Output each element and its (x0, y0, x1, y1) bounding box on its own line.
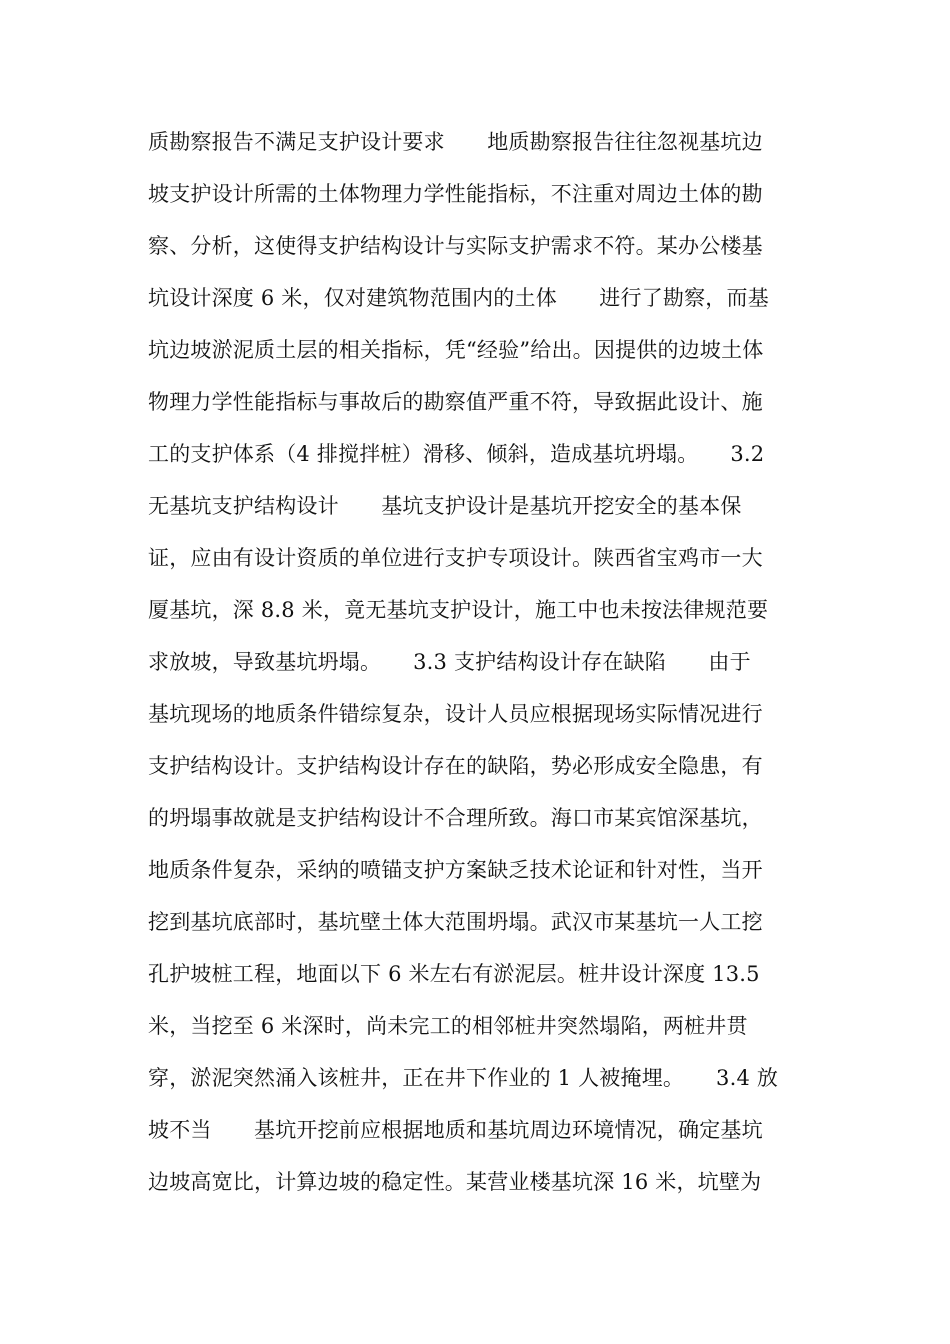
text-line: 穿，淤泥突然涌入该桩井，正在井下作业的 1 人被掩埋。 3.4 放 (148, 1066, 779, 1090)
text-line: 厦基坑，深 8.8 米，竟无基坑支护设计，施工中也未按法律规范要 (148, 598, 769, 622)
text-line: 质勘察报告不满足支护设计要求 地质勘察报告往往忽视基坑边 (148, 130, 763, 154)
text-line: 边坡高宽比，计算边坡的稳定性。某营业楼基坑深 16 米，坑壁为 (148, 1170, 762, 1194)
text-line: 坑边坡淤泥质土层的相关指标，凭“经验”给出。因提供的边坡土体 (148, 338, 764, 362)
text-line: 无基坑支护结构设计 基坑支护设计是基坑开挖安全的基本保 (148, 494, 742, 518)
text-line: 坡不当 基坑开挖前应根据地质和基坑周边环境情况，确定基坑 (148, 1118, 763, 1142)
text-line: 坡支护设计所需的土体物理力学性能指标，不注重对周边土体的勘 (148, 182, 763, 206)
text-line: 支护结构设计。支护结构设计存在的缺陷，势必形成安全隐患，有 (148, 754, 763, 778)
text-line: 米，当挖至 6 米深时，尚未完工的相邻桩井突然塌陷，两桩井贯 (148, 1014, 748, 1038)
text-line: 地质条件复杂，采纳的喷锚支护方案缺乏技术论证和针对性，当开 (148, 858, 763, 882)
text-line: 证，应由有设计资质的单位进行支护专项设计。陕西省宝鸡市一大 (148, 546, 763, 570)
text-line: 物理力学性能指标与事故后的勘察值严重不符，导致据此设计、施 (148, 390, 763, 414)
text-line: 求放坡，导致基坑坍塌。 3.3 支护结构设计存在缺陷 由于 (148, 650, 751, 674)
text-line: 工的支护体系（4 排搅拌桩）滑移、倾斜，造成基坑坍塌。 3.2 (148, 442, 765, 466)
text-line: 的坍塌事故就是支护结构设计不合理所致。海口市某宾馆深基坑， (148, 806, 763, 830)
text-line: 坑设计深度 6 米，仅对建筑物范围内的土体 进行了勘察，而基 (148, 286, 769, 310)
text-line: 察、分析，这使得支护结构设计与实际支护需求不符。某办公楼基 (148, 234, 763, 258)
text-line: 基坑现场的地质条件错综复杂，设计人员应根据现场实际情况进行 (148, 702, 763, 726)
text-line: 孔护坡桩工程，地面以下 6 米左右有淤泥层。桩井设计深度 13.5 (148, 962, 760, 986)
text-line: 挖到基坑底部时，基坑壁土体大范围坍塌。武汉市某基坑一人工挖 (148, 910, 763, 934)
body-text (148, 116, 828, 1208)
